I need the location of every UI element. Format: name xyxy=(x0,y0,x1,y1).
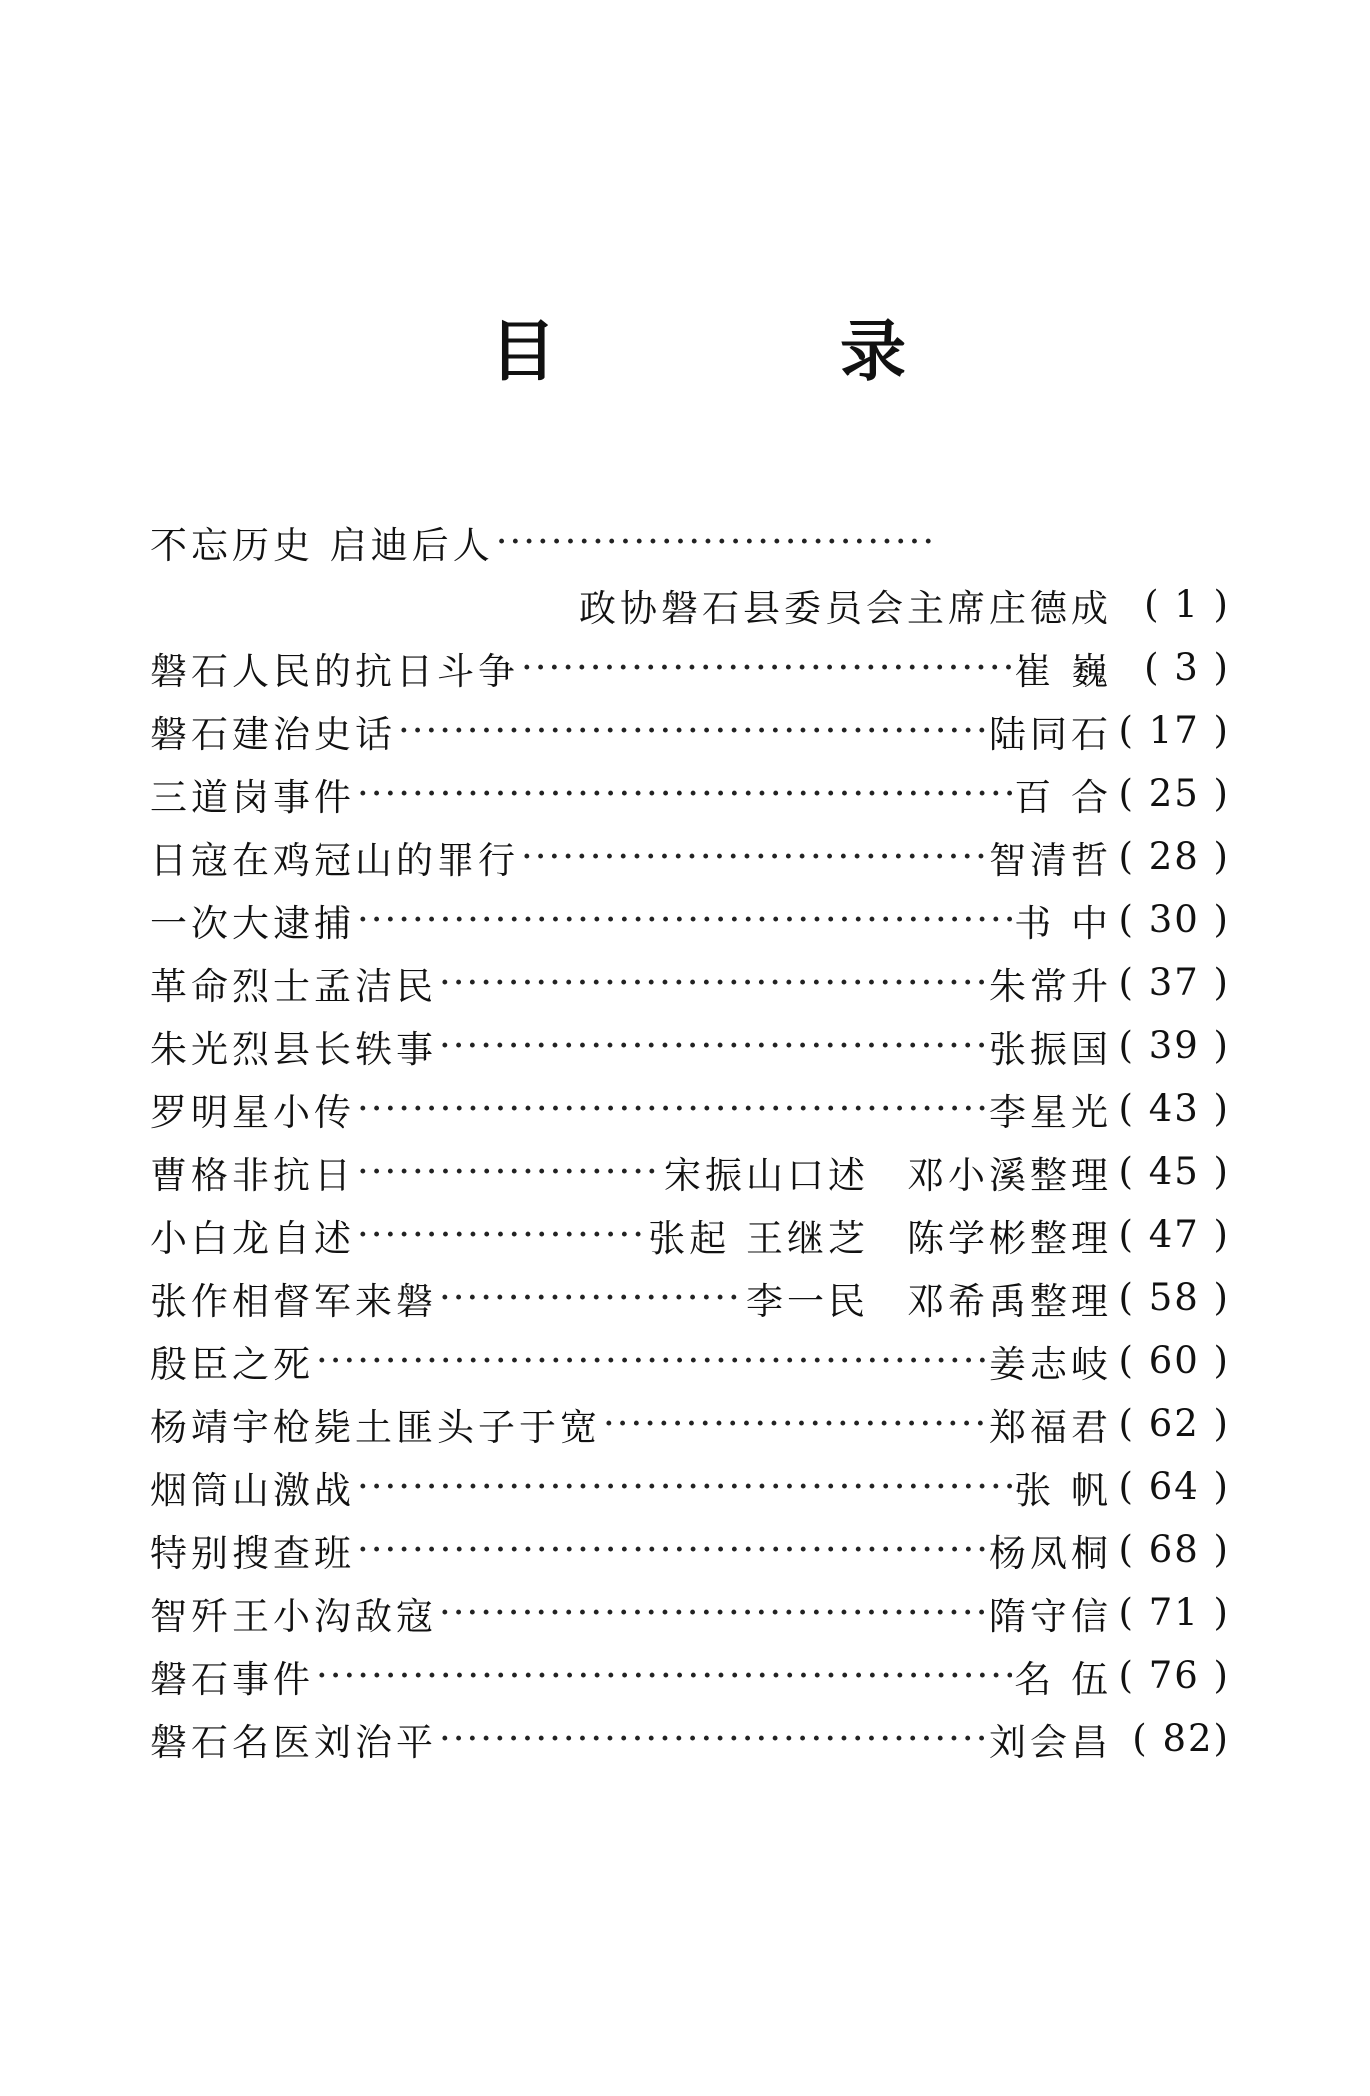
leader-dots xyxy=(357,1528,987,1571)
toc-entry[interactable] xyxy=(150,1014,1230,1077)
leader-dots xyxy=(398,709,987,752)
entry-title: 罗明星小传 xyxy=(150,1090,355,1134)
toc-entry[interactable] xyxy=(150,1518,1230,1581)
toc-entry[interactable] xyxy=(150,1077,1230,1140)
leader-dots xyxy=(521,646,1012,689)
entry-title: 朱光烈县长轶事 xyxy=(150,1027,437,1071)
toc-entry[interactable] xyxy=(150,510,1230,573)
leader-dots xyxy=(439,961,987,1004)
entry-author: 张振国 xyxy=(989,1027,1112,1071)
entry-author: 智清哲 xyxy=(989,838,1112,882)
leader-dots xyxy=(357,772,1012,815)
entry-title: 革命烈士孟洁民 xyxy=(150,964,437,1008)
toc-entry[interactable] xyxy=(150,699,1230,762)
entry-author: 政协磐石县委员会主席庄德成 xyxy=(579,586,1112,630)
toc-entry-continuation[interactable] xyxy=(150,573,1230,636)
entry-title: 磐石建治史话 xyxy=(150,712,396,756)
entry-title: 日寇在鸡冠山的罪行 xyxy=(150,838,519,882)
entry-author: 百 合 xyxy=(1014,775,1112,819)
entry-title: 特别搜查班 xyxy=(150,1531,355,1575)
entry-author: 邓希禹整理 xyxy=(907,1279,1112,1323)
entry-narrator: 张起 王继芝 xyxy=(648,1216,869,1260)
entry-author: 邓小溪整理 xyxy=(907,1153,1112,1197)
entry-page: ( 62 ) xyxy=(1118,1402,1230,1445)
toc-entry[interactable] xyxy=(150,762,1230,825)
entry-title: 杨靖宇枪毙土匪头子于宽 xyxy=(150,1405,601,1449)
leader-dots xyxy=(316,1339,987,1382)
toc-entry[interactable] xyxy=(150,1392,1230,1455)
entry-title: 不忘历史 启迪后人 xyxy=(150,523,494,567)
entry-page: ( 43 ) xyxy=(1118,1087,1230,1130)
entry-page: ( 17 ) xyxy=(1118,709,1230,752)
toc-entry[interactable] xyxy=(150,951,1230,1014)
leader-dots xyxy=(357,1465,1012,1508)
entry-title: 烟筒山激战 xyxy=(150,1468,355,1512)
page-title-right: 录 xyxy=(840,312,906,390)
entry-author: 郑福君 xyxy=(989,1405,1112,1449)
entry-page: ( 60 ) xyxy=(1118,1339,1230,1382)
entry-author: 刘会昌 xyxy=(989,1720,1112,1764)
toc-entry[interactable] xyxy=(150,1140,1230,1203)
leader-dots xyxy=(521,835,987,878)
toc-entry[interactable] xyxy=(150,1329,1230,1392)
entry-title: 智歼王小沟敌寇 xyxy=(150,1594,437,1638)
entry-author: 陈学彬整理 xyxy=(907,1216,1112,1260)
leader-dots xyxy=(357,1150,662,1193)
toc-entry[interactable] xyxy=(150,1581,1230,1644)
toc-entry[interactable] xyxy=(150,636,1230,699)
toc-entry[interactable] xyxy=(150,1266,1230,1329)
entry-page: ( 47 ) xyxy=(1118,1213,1230,1256)
entry-title: 殷臣之死 xyxy=(150,1342,314,1386)
entry-title: 一次大逮捕 xyxy=(150,901,355,945)
entry-author: 姜志岐 xyxy=(989,1342,1112,1386)
entry-page: ( 1 ) xyxy=(1144,583,1230,626)
toc-entry[interactable] xyxy=(150,888,1230,951)
entry-title: 磐石名医刘治平 xyxy=(150,1720,437,1764)
toc-entry[interactable] xyxy=(150,825,1230,888)
entry-page: ( 64 ) xyxy=(1118,1465,1230,1508)
page-title-left: 目 xyxy=(490,312,556,390)
leader-dots xyxy=(439,1024,987,1067)
entry-page: ( 82) xyxy=(1132,1717,1230,1760)
leader-dots xyxy=(496,520,936,563)
entry-title: 曹格非抗日 xyxy=(150,1153,355,1197)
entry-page: ( 58 ) xyxy=(1118,1276,1230,1319)
entry-page: ( 39 ) xyxy=(1118,1024,1230,1067)
entry-title: 磐石事件 xyxy=(150,1657,314,1701)
leader-dots xyxy=(439,1591,987,1634)
toc-entry[interactable] xyxy=(150,1644,1230,1707)
entry-title: 磐石人民的抗日斗争 xyxy=(150,649,519,693)
table-of-contents xyxy=(150,510,1230,1770)
entry-narrator: 宋振山口述 xyxy=(664,1153,869,1197)
leader-dots xyxy=(439,1276,744,1319)
entry-author: 名 伍 xyxy=(1014,1657,1112,1701)
entry-author: 朱常升 xyxy=(989,964,1112,1008)
entry-narrator: 李一民 xyxy=(746,1279,869,1323)
leader-dots xyxy=(316,1654,1012,1697)
leader-dots xyxy=(357,1087,987,1130)
toc-entry[interactable] xyxy=(150,1455,1230,1518)
entry-page: ( 45 ) xyxy=(1118,1150,1230,1193)
entry-author: 书 中 xyxy=(1014,901,1112,945)
toc-entry[interactable] xyxy=(150,1707,1230,1770)
entry-author: 张 帆 xyxy=(1014,1468,1112,1512)
entry-page: ( 68 ) xyxy=(1118,1528,1230,1571)
entry-title: 小白龙自述 xyxy=(150,1216,355,1260)
entry-page: ( 3 ) xyxy=(1144,646,1230,689)
entry-page: ( 76 ) xyxy=(1118,1654,1230,1697)
entry-page: ( 37 ) xyxy=(1118,961,1230,1004)
leader-dots xyxy=(439,1717,987,1760)
entry-title: 张作相督军来磐 xyxy=(150,1279,437,1323)
entry-author: 陆同石 xyxy=(989,712,1112,756)
entry-author: 崔 巍 xyxy=(1014,649,1112,693)
leader-dots xyxy=(357,898,1012,941)
entry-page: ( 28 ) xyxy=(1118,835,1230,878)
leader-dots xyxy=(357,1213,646,1256)
leader-dots xyxy=(603,1402,987,1445)
entry-page: ( 30 ) xyxy=(1118,898,1230,941)
entry-author: 隋守信 xyxy=(989,1594,1112,1638)
entry-author: 杨凤桐 xyxy=(989,1531,1112,1575)
entry-title: 三道岗事件 xyxy=(150,775,355,819)
entry-page: ( 71 ) xyxy=(1118,1591,1230,1634)
entry-page: ( 25 ) xyxy=(1118,772,1230,815)
toc-entry[interactable] xyxy=(150,1203,1230,1266)
entry-author: 李星光 xyxy=(989,1090,1112,1134)
